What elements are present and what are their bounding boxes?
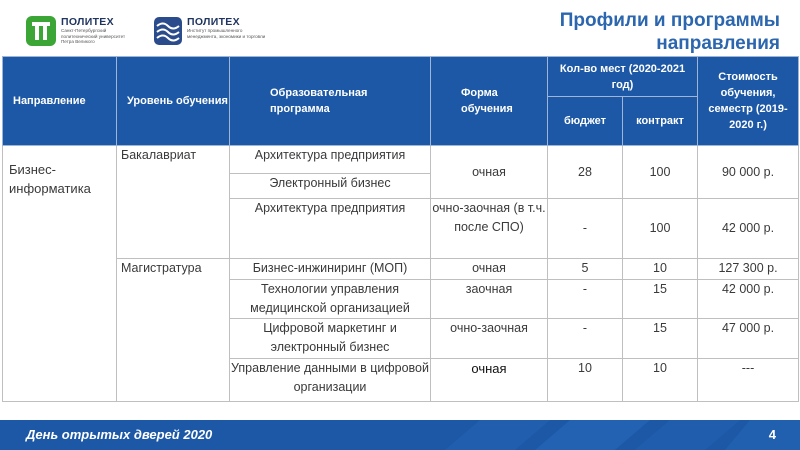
header-contract: контракт [623, 97, 698, 146]
level-cell: Бакалавриат [117, 146, 230, 259]
cost-cell: 47 000 р. [698, 319, 799, 359]
page-title-line: Профили и программы [559, 10, 780, 31]
logo-name: ПОЛИТЕХ [61, 16, 114, 28]
programs-table [2, 56, 799, 402]
footer-pattern [420, 420, 800, 450]
budget-cell: - [548, 319, 623, 359]
cost-cell: 42 000 р. [698, 199, 799, 259]
cost-cell: 127 300 р. [698, 259, 799, 280]
header-level: Уровень обучения [117, 57, 230, 146]
form-cell: очно-заочная (в т.ч. после СПО) [431, 199, 548, 259]
header-places: Кол-во мест (2020-2021 год) [548, 57, 698, 97]
table-row [3, 146, 799, 174]
direction-cell: Бизнес-информатика [3, 146, 117, 402]
cost-cell: --- [698, 359, 799, 402]
level-cell: Магистратура [117, 259, 230, 402]
cost-cell: 90 000 р. [698, 146, 799, 199]
footer-text: День отрытых дверей 2020 [26, 427, 213, 442]
logo-subtitle-line: менеджмента, экономики и торговли [187, 33, 266, 39]
header-direction: Направление [3, 57, 117, 146]
form-cell: очная [431, 146, 548, 199]
page-title [560, 9, 780, 55]
contract-cell: 15 [623, 319, 698, 359]
budget-cell: - [548, 199, 623, 259]
polytech-emblem-icon [26, 16, 56, 46]
form-cell: заочная [431, 280, 548, 319]
program-cell: Архитектура предприятия [230, 199, 431, 259]
contract-cell: 10 [623, 359, 698, 402]
form-cell: очная [431, 259, 548, 280]
polytech-logo [26, 16, 125, 50]
header-budget: бюджет [548, 97, 623, 146]
logo-subtitle-line: Институт промышленного [187, 28, 243, 33]
logo-subtitle-line: Петра Великого [61, 39, 95, 45]
budget-cell: - [548, 280, 623, 319]
header-cost: Стоимость обучения, семестр (2019-2020 г.) [698, 57, 799, 146]
logo-subtitle-line: политехнический университет [61, 33, 126, 39]
page-title-line: направления [656, 33, 780, 54]
institute-logo [154, 16, 265, 50]
cost-cell: 42 000 р. [698, 280, 799, 319]
footer-bar [0, 420, 800, 450]
table-row [3, 259, 799, 280]
budget-cell: 5 [548, 259, 623, 280]
logo-subtitle-line: Санкт-Петербургский [61, 28, 107, 33]
program-cell: Бизнес-инжиниринг (МОП) [230, 259, 431, 280]
program-cell: Архитектура предприятия [230, 146, 431, 174]
contract-cell: 15 [623, 280, 698, 319]
contract-cell: 100 [623, 146, 698, 199]
logo-name: ПОЛИТЕХ [187, 16, 240, 28]
form-cell: очная [431, 359, 548, 402]
page-number: 4 [768, 427, 776, 442]
program-cell: Технологии управления медицинской организацией [230, 280, 431, 319]
budget-cell: 10 [548, 359, 623, 402]
budget-cell: 28 [548, 146, 623, 199]
header-program: Образовательная программа [230, 57, 431, 146]
header-form: Форма обучения [431, 57, 548, 146]
contract-cell: 10 [623, 259, 698, 280]
program-cell: Электронный бизнес [230, 174, 431, 199]
institute-emblem-icon [154, 16, 182, 46]
form-cell: очно-заочная [431, 319, 548, 359]
program-cell: Цифровой маркетинг и электронный бизнес [230, 319, 431, 359]
contract-cell: 100 [623, 199, 698, 259]
program-cell: Управление данными в цифровой организации [230, 359, 431, 402]
